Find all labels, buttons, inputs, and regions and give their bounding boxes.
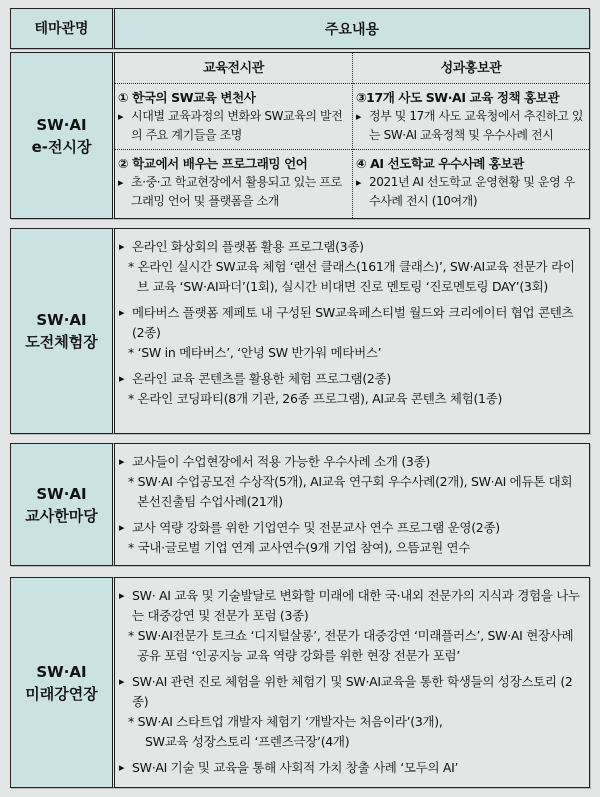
row-name-line1: SW·AI (36, 311, 87, 329)
column-title: 교육전시관 (115, 53, 352, 84)
row-e-exhibition-content (112, 52, 590, 219)
education-hall-column (115, 53, 352, 218)
row-challenge-name (10, 228, 113, 434)
item-sub: * SW·AI 수업공모전 수상작(5개), AI교육 연구회 우수사례(2개), SW·AI 에듀톤 대회 본선진출팀 수업사례(21개) (128, 474, 573, 509)
row-name-line2: 도전체험장 (25, 333, 98, 351)
exhibit-desc: ▸ 초·중·고 학교현장에서 활용되고 있는 프로그래밍 언어 및 플랫폼을 소개 (118, 173, 349, 211)
header-theme-cell (10, 8, 113, 49)
item-bullet: ▸ 온라인 교육 콘텐츠를 활용한 체험 프로그램(2종) (119, 369, 583, 389)
item-bullet: ▸ 온라인 화상회의 플랫폼 활용 프로그램(3종) (119, 237, 583, 257)
row-name-line2: 미래강연장 (25, 684, 98, 703)
item-bullet: ▸ 교사들이 수업현장에서 적용 가능한 우수사례 소개 (3종) (119, 452, 583, 472)
exhibit-block (115, 84, 352, 149)
performance-hall-column (352, 53, 589, 218)
exhibit-block (115, 149, 352, 215)
row-teacher-name (10, 443, 113, 566)
row-future-lecture-name (10, 577, 113, 788)
item-bullet: ▸ SW· AI 교육 및 기술발달로 변화할 미래에 대한 국·내외 전문가의 지식과 경험을 나누는 대중강연 및 전문가 포럼 (3종) (119, 586, 583, 626)
row-name-line1: SW·AI (36, 662, 87, 681)
exhibit-title: ④ AI 선도학교 우수사례 홍보관 (356, 156, 524, 171)
header-theme-label: 테마관명 (34, 20, 89, 37)
row-teacher-content (112, 443, 590, 566)
column-title: 성과홍보관 (353, 53, 589, 84)
row-future-lecture-content (112, 577, 590, 788)
header-content-cell (112, 8, 590, 49)
exhibit-block (353, 84, 589, 149)
item-sub: * 온라인 실시간 SW교육 체험 ‘랜선 클래스(161개 클래스)’, SW·AI교육 전문가 라이브 교육 ‘SW·AI파더’(1회), 실시간 비대면 진로 멘토링 ‘진로멘토링 DAY’(3회) (128, 259, 575, 294)
item-sub: * ‘SW in 메타버스’, ‘안녕 SW 반가워 메타버스’ (128, 345, 382, 360)
item-bullet: ▸ SW·AI 관련 진로 체험을 위한 체험기 및 SW·AI교육을 통한 학생들의 성장스토리 (2종) (119, 672, 583, 712)
item-sub: * 온라인 코딩파티(8개 기관, 26종 프로그램), AI교육 콘텐츠 체험(1종) (128, 391, 503, 406)
row-name-line1: SW·AI (36, 115, 87, 134)
exhibit-title: ③17개 사도 SW·AI 교육 정책 홍보관 (356, 90, 560, 105)
exhibit-title: ① 한국의 SW교육 변천사 (118, 90, 256, 105)
item-sub-continued: SW교육 성장스토리 ‘프렌즈극장’(4개) (145, 734, 350, 749)
exhibit-block (353, 149, 589, 215)
exhibit-title: ② 학교에서 배우는 프로그래밍 언어 (118, 156, 308, 171)
row-name-line1: SW·AI (36, 484, 87, 503)
row-e-exhibition-name (10, 52, 113, 219)
item-sub: * SW·AI 스타트업 개발자 체험기 ‘개발자는 처음이라’(3개), (128, 714, 443, 729)
item-bullet: ▸ SW·AI 기술 및 교육을 통해 사회적 가치 창출 사례 ‘모두의 AI’ (119, 758, 583, 778)
exhibit-desc: ▸ 2021년 AI 선도학교 운영현황 및 운영 우수사례 전시 (10여개) (356, 173, 586, 211)
item-sub: * 국내·글로벌 기업 연계 교사연수(9개 기업 참여), 으뜸교원 연수 (128, 540, 471, 555)
row-name-line2: 교사한마당 (25, 506, 98, 525)
row-name-line2: e-전시장 (31, 137, 92, 156)
exhibit-desc: ▸ 시대별 교육과정의 변화와 SW교육의 발전의 주요 계기들을 조명 (118, 107, 349, 145)
item-bullet: ▸ 교사 역량 강화를 위한 기업연수 및 전문교사 연수 프로그램 운영(2종) (119, 518, 583, 538)
exhibit-desc: ▸ 정부 및 17개 사도 교육청에서 추진하고 있는 SW·AI 교육정책 및 우수사례 전시 (356, 107, 586, 145)
row-challenge-content (112, 228, 590, 434)
item-bullet: ▸ 메타버스 플랫폼 제페토 내 구성된 SW교육페스티벌 월드와 크리에이터 협업 콘텐츠(2종) (119, 303, 583, 343)
item-sub: * SW·AI전문가 토크쇼 ‘디지털살롱’, 전문가 대중강연 ‘미래플러스’, SW·AI 현장사례 공유 포럼 ‘인공지능 교육 역량 강화를 위한 현장 전문가 포럼’ (128, 628, 574, 663)
header-content-label: 주요내용 (324, 21, 380, 38)
